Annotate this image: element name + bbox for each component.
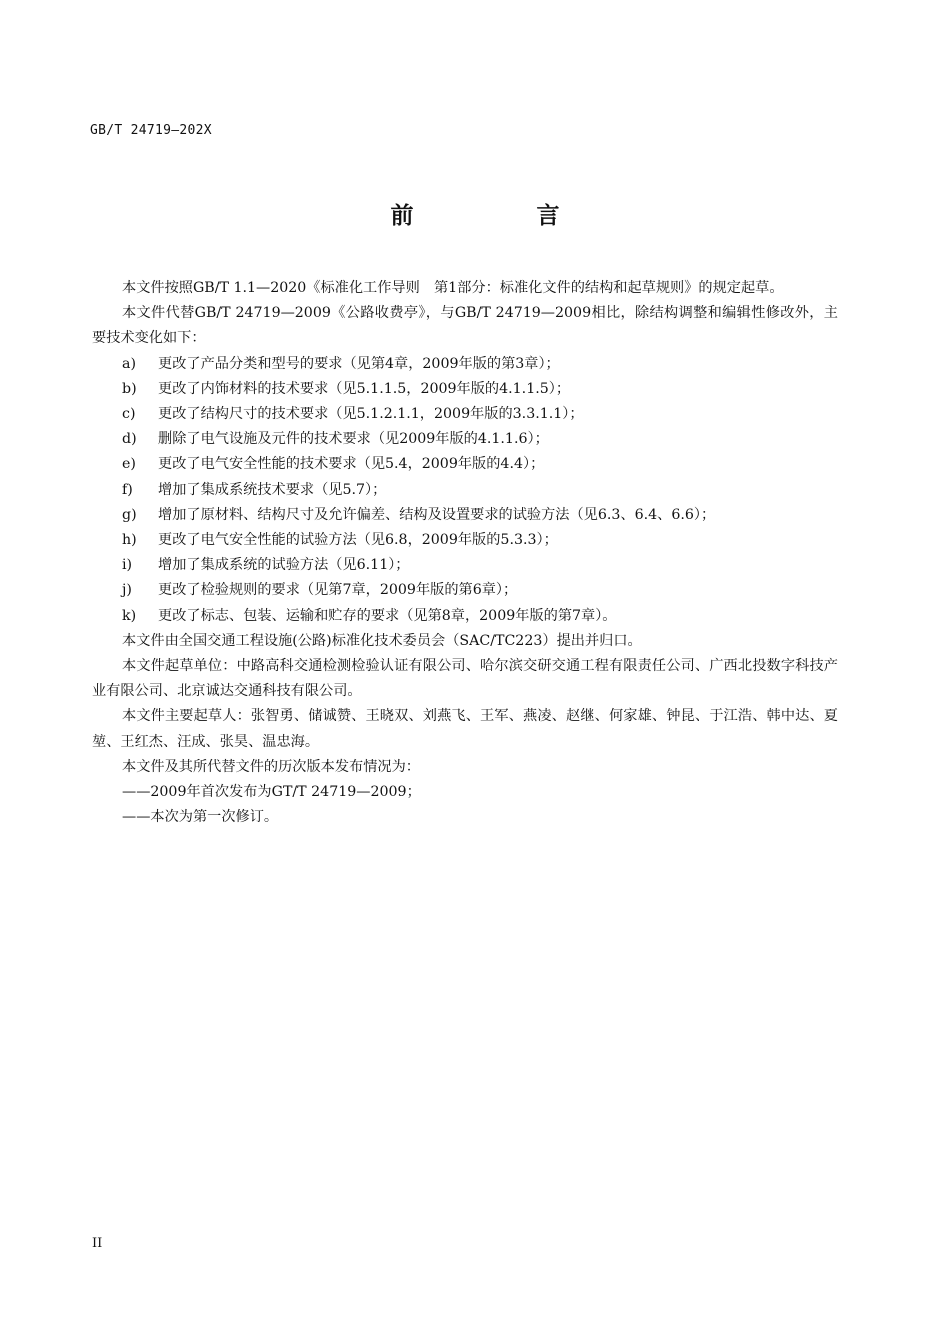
- list-marker: g): [122, 506, 137, 523]
- list-item: [92, 604, 838, 629]
- list-marker: f): [122, 481, 133, 498]
- document-body: [92, 276, 838, 830]
- history-item: ——本次为第一次修订。: [122, 809, 279, 826]
- list-item-text: 删除了电气设施及元件的技术要求（见2009年版的4.1.1.6）；: [158, 431, 549, 448]
- list-item-text: 更改了内饰材料的技术要求（见5.1.1.5，2009年版的4.1.1.5）；: [158, 380, 571, 397]
- list-marker: j): [122, 582, 132, 599]
- list-item: [92, 503, 838, 528]
- list-item: [92, 452, 838, 477]
- paragraph-drafting-rule: 本文件按照GB/T 1.1—2020《标准化工作导则 第1部分：标准化文件的结构和起草规则》的规定起草。: [122, 280, 784, 296]
- list-marker: i): [122, 557, 133, 574]
- paragraph-drafting-units: 本文件起草单位：中路高科交通检测检验认证有限公司、哈尔滨交研交通工程有限责任公司、广西北投数字科技产业有限公司、北京诚达交通科技有限公司。: [92, 658, 838, 700]
- list-item-text: 更改了电气安全性能的试验方法（见6.8，2009年版的5.3.3）；: [158, 532, 558, 549]
- section-title: 前 言: [390, 203, 610, 229]
- list-item: [92, 553, 838, 578]
- page-number: II: [92, 1236, 103, 1251]
- paragraph-history-intro: 本文件及其所代替文件的历次版本发布情况为：: [122, 758, 420, 775]
- list-item: [92, 352, 838, 377]
- list-marker: c): [122, 406, 136, 423]
- list-item-text: 更改了标志、包装、运输和贮存的要求（见第8章，2009年版的第7章）。: [158, 607, 617, 624]
- list-marker: a): [122, 355, 136, 372]
- paragraph-drafters: 本文件主要起草人：张智勇、储诚赞、王晓双、刘燕飞、王军、燕凌、赵继、何家雄、钟昆、于江浩、韩中达、夏堃、王红杰、汪成、张昊、温忠海。: [92, 708, 838, 750]
- list-item-text: 更改了结构尺寸的技术要求（见5.1.2.1.1，2009年版的3.3.1.1）；: [158, 406, 584, 423]
- paragraph-replacement: 本文件代替GB/T 24719—2009《公路收费亭》，与GB/T 24719—2009相比，除结构调整和编辑性修改外，主要技术变化如下：: [92, 305, 838, 347]
- list-item: [92, 402, 838, 427]
- list-marker: b): [122, 380, 137, 397]
- list-item: [92, 377, 838, 402]
- list-item: [92, 578, 838, 603]
- list-item-text: 更改了产品分类和型号的要求（见第4章，2009年版的第3章）；: [158, 355, 560, 372]
- list-item: [92, 427, 838, 452]
- changes-list: [92, 352, 838, 629]
- history-item: ——2009年首次发布为GT/T 24719—2009；: [122, 784, 421, 801]
- list-marker: k): [122, 607, 137, 624]
- list-marker: h): [122, 532, 137, 549]
- list-item-text: 增加了集成系统技术要求（见5.7）；: [158, 481, 387, 498]
- list-item-text: 更改了检验规则的要求（见第7章，2009年版的第6章）；: [158, 582, 518, 599]
- paragraph-proposer: 本文件由全国交通工程设施(公路)标准化技术委员会（SAC/TC223）提出并归口。: [122, 632, 642, 649]
- list-marker: e): [122, 456, 136, 473]
- list-item-text: 更改了电气安全性能的技术要求（见5.4，2009年版的4.4）；: [158, 456, 545, 473]
- document-code: GB/T 24719—202X: [90, 123, 212, 138]
- list-item: [92, 478, 838, 503]
- list-item: [92, 528, 838, 553]
- list-item-text: 增加了原材料、结构尺寸及允许偏差、结构及设置要求的试验方法（见6.3、6.4、6.6）；: [158, 506, 716, 523]
- list-item-text: 增加了集成系统的试验方法（见6.11）；: [158, 557, 410, 574]
- list-marker: d): [122, 431, 137, 448]
